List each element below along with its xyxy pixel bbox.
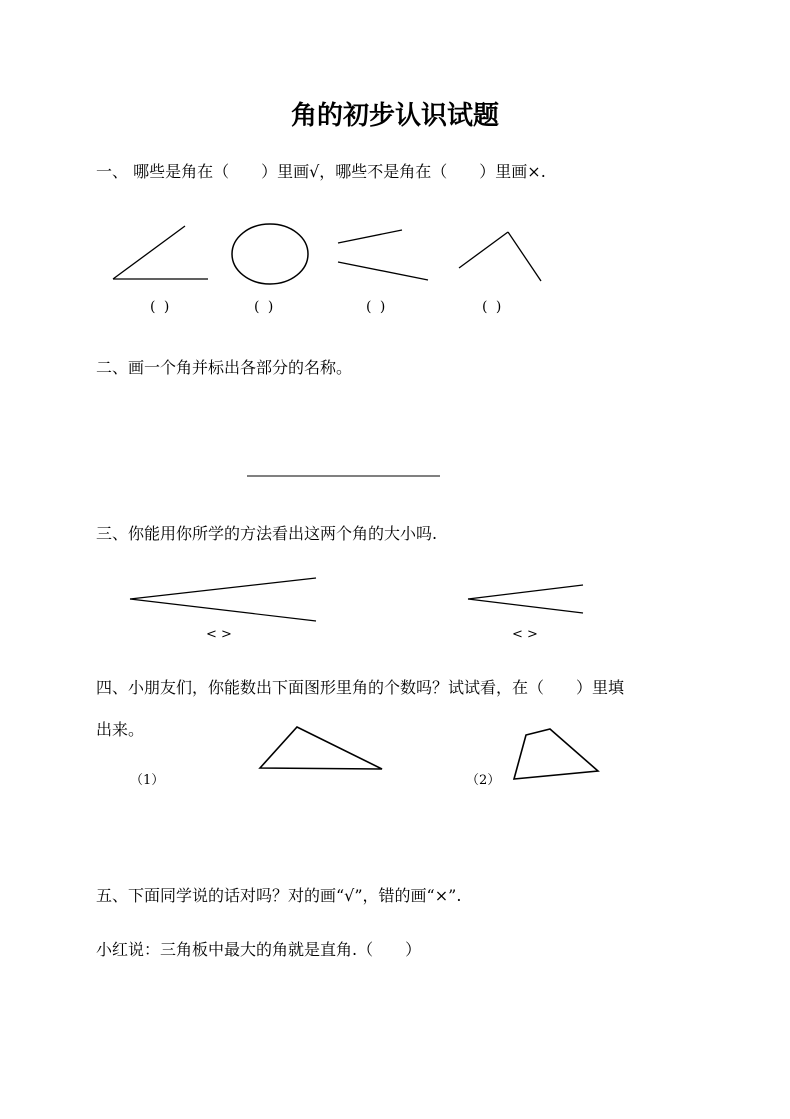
page-title: 角的初步认识试题 [290, 101, 499, 131]
q4-shape-quadrilateral [514, 729, 598, 779]
q1-answer-blank-2[interactable]: ( ) [254, 299, 276, 315]
q1-answer-blank-4[interactable]: ( ) [482, 299, 504, 315]
q1-figure-circle [232, 224, 308, 284]
question-1-text: 一、 哪些是角在（ ）里画√，哪些不是角在（ ）里画×. [96, 162, 546, 181]
q1-answer-blank-3[interactable]: ( ) [366, 299, 388, 315]
question-2-text: 二、画一个角并标出各部分的名称。 [96, 358, 353, 377]
q3-angle-2 [468, 585, 583, 613]
question-4-text-line-1: 四、小朋友们，你能数出下面图形里角的个数吗？试试看，在（ ）里填 [96, 678, 625, 697]
q1-figure-caret [459, 232, 541, 281]
question-4-text-line-2: 出来。 [96, 720, 145, 739]
question-5-statement: 小红说：三角板中最大的角就是直角.（ ） [96, 940, 422, 959]
q3-answer-blank-1[interactable]: < > [206, 627, 232, 642]
q3-angle-1 [130, 578, 316, 621]
question-3-text: 三、你能用你所学的方法看出这两个角的大小吗. [96, 524, 438, 543]
q4-shape-triangle [260, 727, 382, 769]
q4-shape-1-label: （1） [130, 773, 165, 788]
question-5-text: 五、下面同学说的话对吗？对的画“√”，错的画“×”. [96, 886, 462, 905]
q1-figure-open-lines [338, 230, 428, 280]
q1-figure-angle [113, 226, 208, 279]
q1-answer-blank-1[interactable]: ( ) [150, 299, 172, 315]
q3-answer-blank-2[interactable]: < > [512, 627, 538, 642]
q4-shape-2-label: （2） [466, 773, 501, 788]
